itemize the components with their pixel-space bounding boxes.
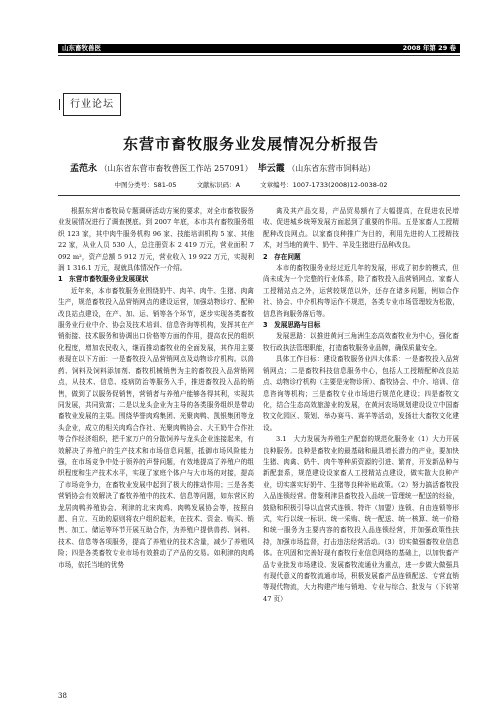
- author-1: 孟范永: [70, 164, 98, 174]
- column-label: 行业论坛: [63, 93, 121, 116]
- section-heading: 2 存在问题: [263, 252, 301, 261]
- body-paragraph: 3.1 大力发展为养殖生产配套的规范化服务业（1）大力开展良种服务。良种是畜牧业的最基础和最具增长潜力的产业，要加快生猪、肉禽、奶牛、肉牛等种质资源的引进、繁育，开发新品种与新配套系，规范建设设家畜人工授精站点建设，做实散大良种产业，切实落实好奶牛、生猪等良种补贴政策。（2）努力搞活畜牧投入品连锁经营。借鉴利津县畜牧投入品统一管理统一配送的经验，鼓励和积极引导以直营式连锁、特许（加盟）连锁、自由连锁等形式，实行以统一标识、统一采购、统一配送、统一核算、统一价格和统一服务为主要内容的畜牧投入品连锁经营，并加强政策性扶持，加强市场监督，打击违法经营活动。（3）切实做强畜牧业信息体。在巩固和完善好现有畜牧行业信息网络的基础上，以加快畜产品专业批发市场建设、发展畜牧流通业为重点，进一步做大做强具有现代意义的畜牧流通市场，积极发展畜产品连锁配送、专营直销等现代物流，大力构建产地与销地、专业与综合、批发与（下转第 47 页）: [263, 435, 459, 603]
- body-paragraph: 具体工作目标：建设畜牧服务业四大体系：一是畜牧投入品营销网点；二是畜牧科技信息服务中心，包括人工授精配种改良站点、动物诊疗机构（主要是宠物诊所）、畜牧协会、中介、培训、信息咨询等机构；三是畜牧专业市场进行规范化建设；四是畜牧文化，结合生态高效旅游业的发展，在黄河农场规划建设设立中国畜牧文化园区、策划、举办赛马、赛羊等活动，发扬壮大畜牧文化建设。: [263, 355, 459, 432]
- author-2: 毕云霞: [257, 164, 285, 174]
- journal-name: 山东畜牧兽医: [62, 44, 101, 52]
- page-number: 38: [58, 692, 67, 700]
- body-paragraph: 发展思路：以推进黄河三角洲生态高效畜牧业为中心，强化畜牧行政执法管理职能，打造畜牧服务业品牌，确保质量安全。: [263, 332, 459, 352]
- body-paragraph: 禽及其产品交易，产品贸易额有了大幅提高，在促进农民增收、促进城乡统筹发展方面起到了重要的作用。五是家畜人工授精配种改良网点。以家畜良种推广为目的，利用先进的人工授精技术，对当地的黄牛、奶牛、羊及生猪进行品种改良。: [263, 207, 459, 250]
- article-title: 东营市畜牧服务业发展情况分析报告: [122, 135, 379, 153]
- document-code: 文献标识码：A: [196, 181, 241, 189]
- section-heading: 3 发展思路与目标: [263, 321, 321, 330]
- affiliation-1: （山东省东营市畜牧兽医工作站 257091）: [99, 164, 253, 173]
- affiliation-2: （山东省东营市饲料站）: [287, 164, 376, 173]
- body-column-left: [58, 206, 254, 571]
- article-id: 文章编号：1007-1733(2008)12-0038-02: [260, 181, 388, 189]
- body-paragraph: 近年来，本市畜牧服务业围绕奶牛、肉羊、肉牛、生猪、肉禽生产，规范畜牧投入品营销网点的建设运营，加强动物诊疗、配种改良站点建设，在产、加、运、销等各个环节，逐步实现各类畜牧服务业行业中介、协会及技术培训、信息咨询等机构，发挥其在产销衔接、技术服务和协调出口价格等方面的作用，提高农民的组织化程度，增加农民收入，继而推动畜牧业的全面发展，其作用主要表现在以下方面：一是畜牧投入品营销网点及动物诊疗机构。以兽药、饲料及饲料添加剂、畜牧机械销售为主的畜牧投入品营销网点，从技术、信息、疫病防治等服务入手，推进畜牧投入品的销售，做到了以服务促销售，营销者与养殖户能够各得其利，实现共同发展，共同致富；二是以龙头企业为主导的各类服务组织是带动畜牧业发展的主渠。围绕华誉肉鸡集团、光聚肉鸭、凯银集团等龙头企业，成立的相关肉鸡合作社、光聚肉鸭协会、大王奶牛合作社等合作经济组织，把千家万户的分散饲养与龙头企业连接起来，有效解决了养殖户的生产技术和市场信息问题，抵御市场风险能力强，在市场竞争中处于领养的声誉问题，有效地提高了养殖户的组织程度和生产技术水平，实现了家庭个体户与大市场的对接，提高了市场竞争力，在畜牧业发展中起到了极大的推动作用；三是各类营销协会有效解决了畜牧养殖中的技术、信息等问题，如东营区的龙居肉鸭养殖协会、利津的北宋肉鸡、肉鸭发展协会等，按照自愿、自立、互助的原则将农户组织起来，在技术、资金、购买、销售、加工、储运等环节开展互助合作，为养殖户提供兽药、饲料、技术、信息等各项服务，提高了养殖业的技术含量，减少了养殖风险；四是各类畜牧专业市场有效推动了产品的交易。如利津的肉鸡市场，依托当地的优势: [58, 286, 254, 569]
- clc-number: 中图分类号：S81-05: [114, 181, 177, 189]
- body-paragraph: 本市的畜牧服务业经过近几年的发展，形成了初步的模式，但尚未成为一个完整的行业体系，除了畜牧投入品营销网点、家畜人工授精站点之外，运营较规范以外，还存在诸多问题，例如合作社、协会、中介机构等运作不规范，各类专业市场管理较为松散，信息咨询服务落后等。: [263, 264, 459, 318]
- authors-line: [70, 161, 470, 174]
- header-rule: [58, 55, 460, 56]
- issue-label: 2008 年第 29 卷: [402, 44, 456, 52]
- body-column-right: [263, 206, 459, 605]
- article-meta: [0, 180, 502, 189]
- body-paragraph: 根据东营市畜牧局专题调研活动方案的要求，对全市畜牧服务业发展情况进行了调查摸底。到 2007 年底，本市共有畜牧服务组织 123 家，其中肉牛服务机构 96 家、技能培训机构 5 家、其他 22 家，从业人员 530 人，总注册资本 2 419 万元，营业面积 7 092 m²，资产总额 5 912 万元，营业收入 19 922 万元，实现利润 1 316.1 万元，现就具体情况作一介绍。: [58, 207, 254, 273]
- meta-rule: [58, 195, 460, 196]
- running-header: [58, 44, 460, 53]
- section-heading: 1 东营市畜牧服务业发展现状: [58, 275, 149, 284]
